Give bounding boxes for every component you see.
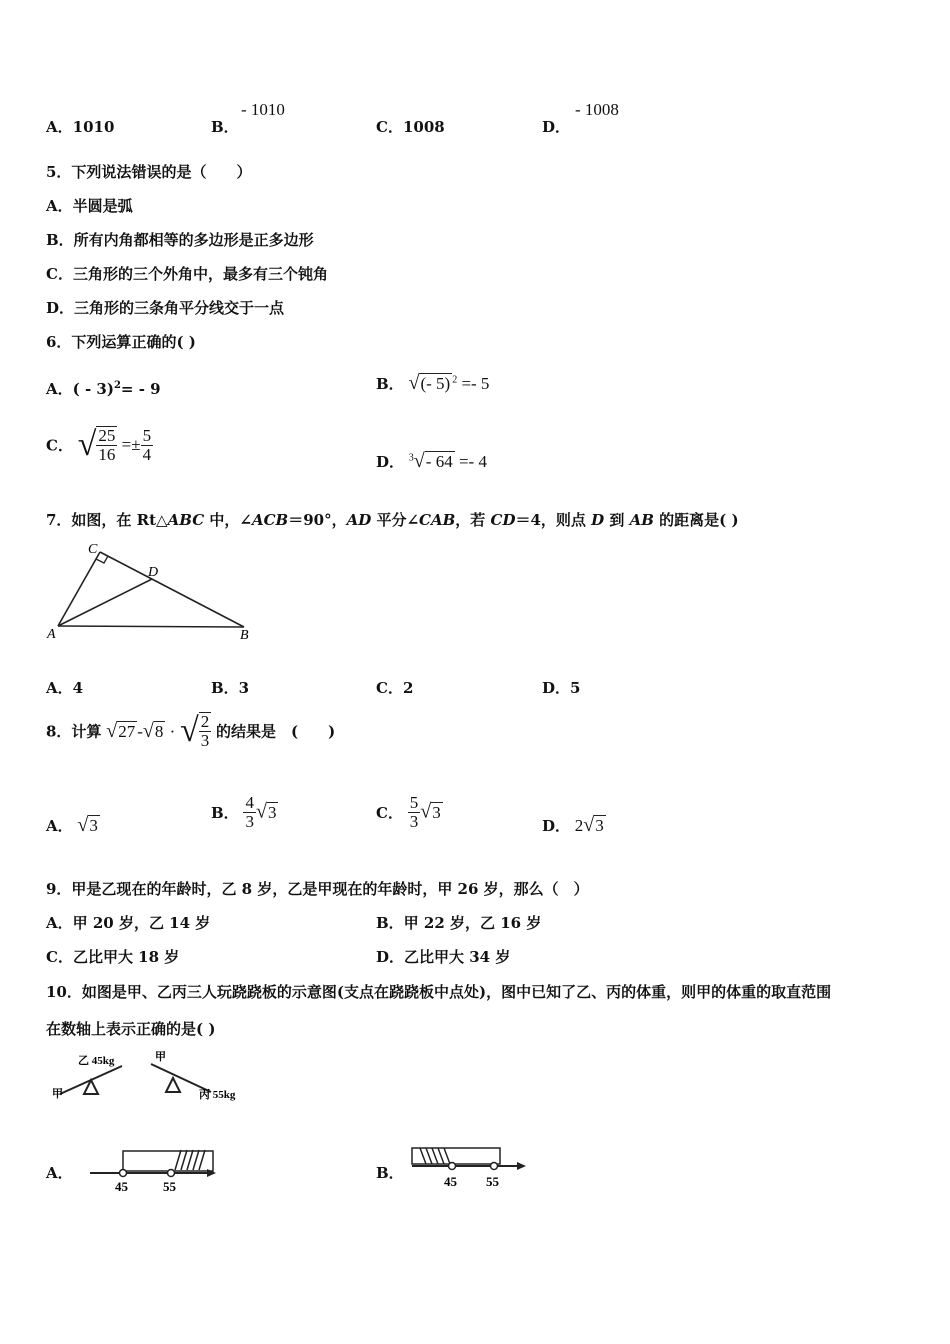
seesaw-right-label: 丙 55kg (199, 1089, 236, 1101)
sqrt-icon: √ (142, 719, 154, 742)
sqrt-icon: √ (420, 800, 432, 823)
text: 的结果是 ( ) (216, 722, 336, 741)
q8-option-c (376, 794, 443, 831)
tick-label-55: 55 (163, 1179, 176, 1194)
var: AB (629, 511, 654, 529)
text: 8．计算 (46, 722, 102, 741)
q6-option-c (46, 426, 153, 464)
hatch-region (420, 1148, 450, 1164)
sqrt-icon: √ (77, 814, 89, 836)
option-value: 1008 (402, 118, 445, 136)
q7-option-c: C．2 (376, 679, 414, 697)
var: AD (346, 511, 372, 529)
side-ab (58, 626, 244, 627)
seesaw-board (151, 1064, 211, 1092)
text: 的距离是( ) (653, 511, 739, 529)
sqrt-fraction (77, 425, 153, 464)
sqrt-icon: √ (413, 450, 425, 472)
q5-option-a: A．半圆是弧 (46, 197, 133, 215)
option-label: C． (376, 803, 403, 822)
denominator: 3 (200, 731, 210, 750)
radicand: 27 (118, 721, 136, 741)
q10-option-b-number-line (408, 1140, 538, 1195)
label-c: C (88, 542, 98, 557)
seesaw-right-label: 乙 45kg (78, 1055, 115, 1067)
numerator: 5 (409, 793, 419, 812)
seesaw-left-label: 甲 (52, 1088, 63, 1100)
fulcrum-icon (166, 1078, 180, 1092)
arrow-icon (517, 1162, 526, 1170)
q7-option-d: D．5 (542, 679, 581, 697)
tick-label-45: 45 (444, 1174, 457, 1189)
q5-stem: 5．下列说法错误的是（ ） (46, 163, 252, 181)
option-label: D． (376, 453, 405, 471)
q10-option-b-label: B． (376, 1164, 404, 1182)
sqrt-icon: √ (255, 800, 267, 823)
q8-option-b (211, 794, 278, 831)
q10-option-a-number-line (86, 1140, 226, 1195)
q4-option-a (46, 116, 114, 137)
q4-option-d (542, 116, 570, 137)
q8-stem (46, 712, 335, 750)
option-label: D． (542, 118, 571, 136)
q6-option-b (376, 372, 489, 395)
fraction-expression (243, 793, 278, 831)
sqrt-fraction (180, 712, 211, 750)
expr-rest: =- 4 (458, 452, 487, 471)
text: ＝90°， (288, 511, 347, 529)
exponent: 2 (113, 380, 121, 391)
arrow-icon (207, 1169, 216, 1177)
q4-option-c (376, 116, 445, 137)
var: ABC (167, 511, 205, 529)
q9-option-b: B．甲 22 岁，乙 16 岁 (376, 914, 542, 932)
label-a: A (47, 627, 56, 642)
q4-option-b-value: - 1010 (241, 100, 285, 119)
q6-stem: 6．下列运算正确的( ) (46, 333, 196, 351)
denominator: 3 (409, 811, 419, 831)
tick-label-45: 45 (115, 1179, 128, 1194)
sqrt-icon: √ (180, 712, 199, 749)
option-label: A． (46, 118, 73, 136)
q4-option-b (211, 116, 239, 137)
q9-option-d: D．乙比甲大 34 岁 (376, 948, 511, 966)
q4-option-d-value: - 1008 (575, 100, 619, 119)
radicand: 3 (432, 802, 441, 822)
root-index: 3 (408, 452, 414, 464)
seesaw-figure-1 (50, 1048, 135, 1103)
q7-option-b: B．3 (211, 679, 250, 697)
radicand: - 64 (425, 452, 453, 471)
radicand: 3 (267, 802, 277, 822)
text: ，若 (455, 511, 491, 529)
hatch-region (175, 1150, 205, 1170)
q7-stem (46, 509, 739, 530)
option-label: C． (46, 436, 73, 455)
seesaw-left-label: 甲 (155, 1051, 166, 1063)
sqrt-expression (77, 816, 99, 835)
numerator: 25 (98, 426, 116, 446)
triangle-figure (44, 540, 264, 645)
q9-option-a: A．甲 20 岁，乙 14 岁 (46, 914, 211, 932)
text: 中，∠ (204, 511, 252, 529)
sqrt-expression (575, 816, 606, 835)
q6-option-a (46, 378, 161, 399)
fraction (141, 427, 154, 464)
option-label: C． (376, 118, 403, 136)
option-label: A． (46, 380, 73, 398)
var: CAB (419, 511, 456, 529)
option-label: B． (211, 118, 239, 136)
text: ＝4，则点 (515, 511, 592, 529)
radicand: (- 5) (420, 374, 451, 393)
operator: - (137, 721, 143, 741)
fraction (199, 712, 212, 750)
q10-stem-line2: 在数轴上表示正确的是( ) (46, 1020, 216, 1038)
fraction-expression (408, 793, 443, 831)
q6-option-d (376, 450, 487, 473)
expr-rest: =- 5 (461, 374, 490, 393)
q5-option-c: C．三角形的三个外角中，最多有三个钝角 (46, 265, 328, 283)
option-label: B． (376, 375, 404, 393)
q5-option-b: B．所有内角都相等的多边形是正多边形 (46, 231, 314, 249)
q8-option-d (542, 814, 606, 837)
expr: ( - 3) (72, 380, 114, 398)
q8-option-a (46, 814, 100, 837)
text: 平分∠ (371, 511, 420, 529)
radicand: 3 (89, 816, 98, 835)
q9-option-c: C．乙比甲大 18 岁 (46, 948, 180, 966)
fraction (96, 426, 117, 464)
label-d: D (148, 565, 159, 580)
sqrt-icon: √ (583, 814, 595, 836)
q5-option-d: D．三角形的三条角平分线交于一点 (46, 299, 285, 317)
expr-eq: =± (121, 435, 141, 454)
radicand: 8 (154, 721, 164, 741)
option-label: D． (542, 817, 571, 835)
sqrt-icon: √ (408, 372, 420, 394)
numerator: 5 (142, 425, 152, 445)
operator: · (169, 721, 176, 741)
numerator: 2 (200, 712, 210, 732)
radicand: 3 (595, 816, 604, 835)
q10-stem-line1: 10．如图是甲、乙丙三人玩跷跷板的示意图(支点在跷跷板中点处)，图中已知了乙、丙的体重，则甲的体重的取直范围 (46, 983, 832, 1001)
denominator: 3 (245, 811, 254, 831)
q7-option-a: A．4 (46, 679, 84, 697)
open-point-55 (491, 1163, 498, 1170)
expr-rest: = - 9 (120, 380, 161, 398)
option-label: A． (46, 817, 73, 835)
q10-option-a-label: A． (46, 1164, 73, 1182)
open-point-55 (168, 1170, 175, 1177)
side-cb (100, 552, 244, 627)
text: 到 (604, 511, 630, 529)
option-label: B． (211, 803, 239, 822)
label-b: B (240, 628, 249, 643)
option-value: 1010 (72, 118, 115, 136)
var: D (591, 511, 605, 529)
text: 7．如图，在 Rt△ (46, 511, 168, 529)
denominator: 4 (142, 444, 152, 464)
numerator: 4 (245, 793, 254, 812)
open-point-45 (120, 1170, 127, 1177)
sqrt-expression (408, 374, 489, 393)
sqrt-icon: √ (106, 719, 118, 742)
expression (106, 719, 176, 742)
denominator: 16 (98, 445, 116, 464)
fraction (243, 794, 256, 831)
coefficient: 2 (574, 816, 584, 835)
seesaw-figure-2 (145, 1048, 255, 1106)
open-point-45 (449, 1163, 456, 1170)
tick-label-55: 55 (486, 1174, 499, 1189)
var: ACB (251, 511, 289, 529)
exponent: 2 (452, 374, 458, 386)
cube-root-expression (409, 452, 487, 471)
sqrt-icon: √ (77, 426, 97, 463)
var: CD (490, 511, 516, 529)
q9-stem: 9．甲是乙现在的年龄时，乙 8 岁，乙是甲现在的年龄时，甲 26 岁，那么（ ） (46, 880, 589, 898)
fraction (408, 794, 421, 831)
